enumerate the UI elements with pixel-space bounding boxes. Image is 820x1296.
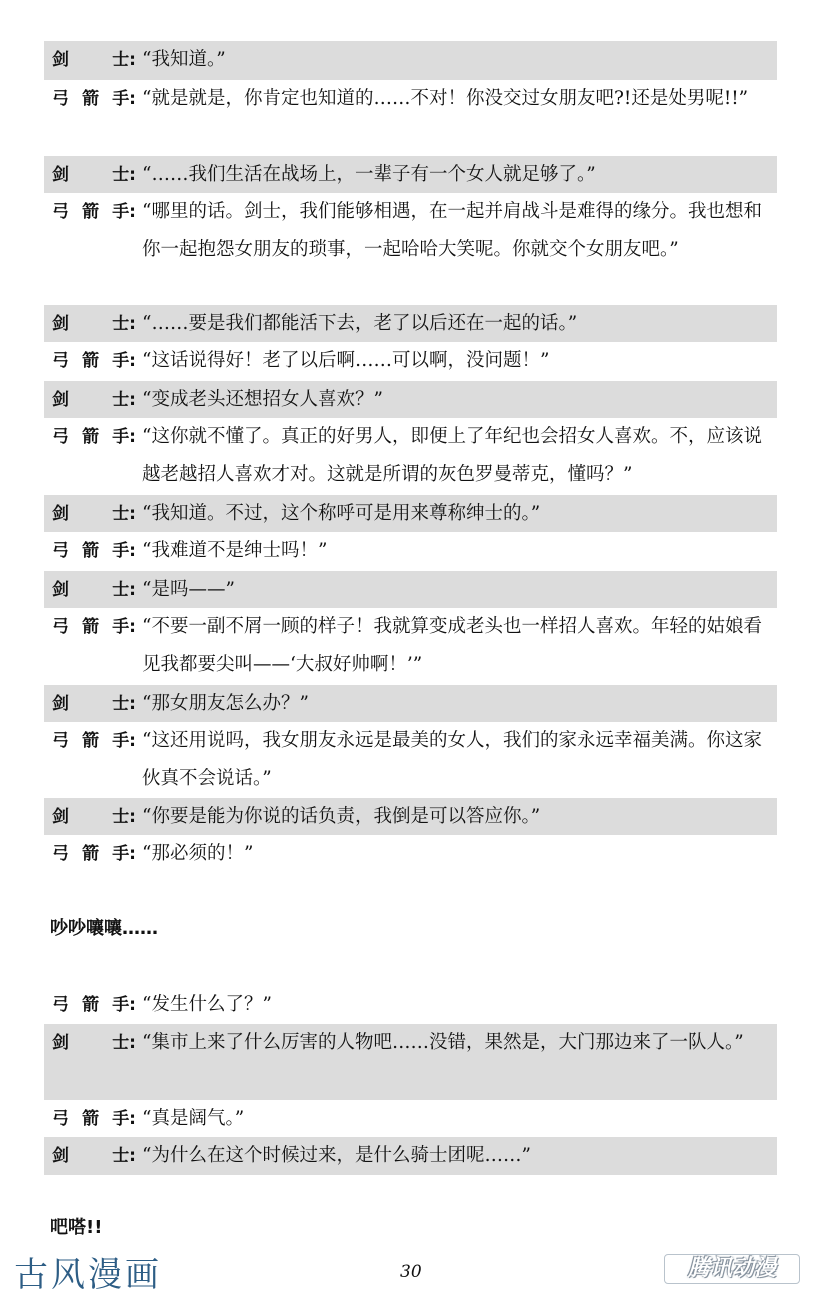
dialogue-text: “是吗——” (142, 579, 235, 600)
speaker-char: 士: (112, 580, 136, 600)
dialogue-text: “我难道不是绅士吗！” (142, 540, 328, 561)
dialogue-line (44, 193, 777, 305)
dialogue-line (44, 1024, 777, 1100)
speaker-char: 箭 (82, 1109, 100, 1129)
speaker-label (44, 685, 142, 722)
dialogue-text: “不要一副不屑一顾的样子！我就算变成老头也一样招人喜欢。年轻的姑娘看见我都要尖叫——‘大叔好帅啊！’” (142, 616, 762, 675)
speaker-char: 手: (112, 202, 136, 222)
speaker-char: 士: (112, 1033, 136, 1053)
speaker-char: 剑 (52, 314, 69, 334)
speaker-label (44, 532, 142, 571)
dialogue-text: “那女朋友怎么办？” (142, 693, 309, 714)
speaker-char: 剑 (52, 807, 69, 827)
speaker-label (44, 571, 142, 608)
speaker-label (44, 156, 142, 193)
speaker-char: 士: (112, 165, 136, 185)
speaker-label (44, 381, 142, 418)
watermark-logo-left: 古风漫画 (14, 1255, 162, 1295)
dialogue-line (44, 986, 777, 1024)
speaker-char: 弓 (52, 541, 69, 561)
dialogue-text: “发生什么了？” (142, 994, 272, 1015)
dialogue-text: “哪里的话。剑士，我们能够相遇，在一起并肩战斗是难得的缘分。我也想和你一起抱怨女朋友的琐事，一起哈哈大笑呢。你就交个女朋友吧。” (142, 201, 762, 260)
dialogue-line (44, 495, 777, 532)
speaker-char: 箭 (82, 541, 100, 561)
speaker-char: 箭 (82, 202, 100, 222)
speaker-label (44, 305, 142, 342)
speaker-char: 弓 (52, 351, 69, 371)
speaker-char: 手: (112, 541, 136, 561)
speaker-char: 剑 (52, 50, 69, 70)
dialogue-text: “变成老头还想招女人喜欢？” (142, 389, 383, 410)
speaker-label (44, 193, 142, 305)
speaker-char: 弓 (52, 427, 69, 447)
dialogue-line (44, 722, 777, 798)
speaker-char: 弓 (52, 617, 69, 637)
speaker-char: 手: (112, 731, 136, 751)
dialogue-line (44, 305, 777, 342)
dialogue-line (44, 608, 777, 685)
speaker-label (44, 342, 142, 381)
dialogue-text: “这你就不懂了。真正的好男人，即便上了年纪也会招女人喜欢。不，应该说越老越招人喜欢才对。这就是所谓的灰色罗曼蒂克，懂吗？” (142, 426, 762, 485)
dialogue-line (44, 835, 777, 873)
speaker-label (44, 1137, 142, 1175)
speaker-char: 手: (112, 1109, 136, 1129)
speaker-char: 弓 (52, 89, 69, 109)
dialogue-line (44, 685, 777, 722)
dialogue-line (44, 156, 777, 193)
speaker-char: 弓 (52, 995, 69, 1015)
dialogue-text: “我知道。不过，这个称呼可是用来尊称绅士的。” (142, 503, 541, 524)
speaker-label (44, 41, 142, 80)
speaker-char: 剑 (52, 165, 69, 185)
speaker-char: 弓 (52, 731, 69, 751)
speaker-char: 弓 (52, 202, 69, 222)
dialogue-line (44, 798, 777, 835)
speaker-char: 箭 (82, 427, 100, 447)
speaker-char: 士: (112, 50, 136, 70)
speaker-char: 士: (112, 694, 136, 714)
speaker-char: 剑 (52, 390, 69, 410)
speaker-char: 箭 (82, 731, 100, 751)
dialogue-text: “……要是我们都能活下去，老了以后还在一起的话。” (142, 313, 578, 334)
speaker-char: 手: (112, 844, 136, 864)
dialogue-line (44, 381, 777, 418)
speaker-char: 剑 (52, 504, 69, 524)
speaker-char: 士: (112, 504, 136, 524)
dialogue-line (44, 1137, 777, 1175)
dialogue-text: “就是就是，你肯定也知道的……不对！你没交过女朋友吧?!还是处男呢!!” (142, 88, 749, 109)
speaker-label (44, 722, 142, 798)
speaker-label (44, 495, 142, 532)
speaker-char: 剑 (52, 1146, 69, 1166)
dialogue-text: “这还用说吗，我女朋友永远是最美的女人，我们的家永远幸福美满。你这家伙真不会说话。” (142, 730, 762, 789)
speaker-char: 士: (112, 1146, 136, 1166)
dialogue-line (44, 532, 777, 571)
dialogue-line (44, 342, 777, 381)
dialogue-text: “为什么在这个时候过来，是什么骑士团呢……” (142, 1145, 531, 1166)
speaker-label (44, 80, 142, 156)
page-number: 30 (400, 1262, 422, 1282)
dialogue-text: “真是阔气。” (142, 1108, 245, 1129)
speaker-label (44, 1024, 142, 1100)
speaker-char: 士: (112, 807, 136, 827)
speaker-char: 手: (112, 351, 136, 371)
speaker-label (44, 986, 142, 1024)
speaker-char: 士: (112, 390, 136, 410)
speaker-char: 箭 (82, 351, 100, 371)
speaker-char: 箭 (82, 995, 100, 1015)
speaker-char: 箭 (82, 89, 100, 109)
dialogue-text: “那必须的！” (142, 843, 254, 864)
dialogue-line (44, 80, 777, 156)
narration-1: 吵吵嚷嚷…… (50, 918, 158, 939)
speaker-char: 箭 (82, 844, 100, 864)
speaker-label (44, 798, 142, 835)
dialogue-text: “这话说得好！老了以后啊……可以啊，没问题！” (142, 350, 550, 371)
speaker-label (44, 608, 142, 685)
dialogue-text: “集市上来了什么厉害的人物吧……没错，果然是，大门那边来了一队人。” (142, 1032, 744, 1053)
speaker-char: 弓 (52, 1109, 69, 1129)
speaker-char: 剑 (52, 694, 69, 714)
speaker-label (44, 1100, 142, 1137)
speaker-char: 手: (112, 89, 136, 109)
dialogue-text: “我知道。” (142, 49, 226, 70)
speaker-char: 剑 (52, 1033, 69, 1053)
dialogue-text: “……我们生活在战场上，一辈子有一个女人就足够了。” (142, 164, 596, 185)
dialogue-line (44, 571, 777, 608)
speaker-char: 手: (112, 995, 136, 1015)
speaker-label (44, 418, 142, 495)
watermark-logo-right: 腾讯动漫 (664, 1254, 800, 1284)
dialogue-line (44, 1100, 777, 1137)
dialogue-text: “你要是能为你说的话负责，我倒是可以答应你。” (142, 806, 541, 827)
speaker-char: 士: (112, 314, 136, 334)
speaker-char: 箭 (82, 617, 100, 637)
speaker-char: 手: (112, 427, 136, 447)
speaker-char: 剑 (52, 580, 69, 600)
speaker-char: 手: (112, 617, 136, 637)
speaker-label (44, 835, 142, 873)
speaker-char: 弓 (52, 844, 69, 864)
narration-2: 吧嗒!! (50, 1217, 103, 1238)
dialogue-line (44, 418, 777, 495)
dialogue-line (44, 41, 777, 80)
